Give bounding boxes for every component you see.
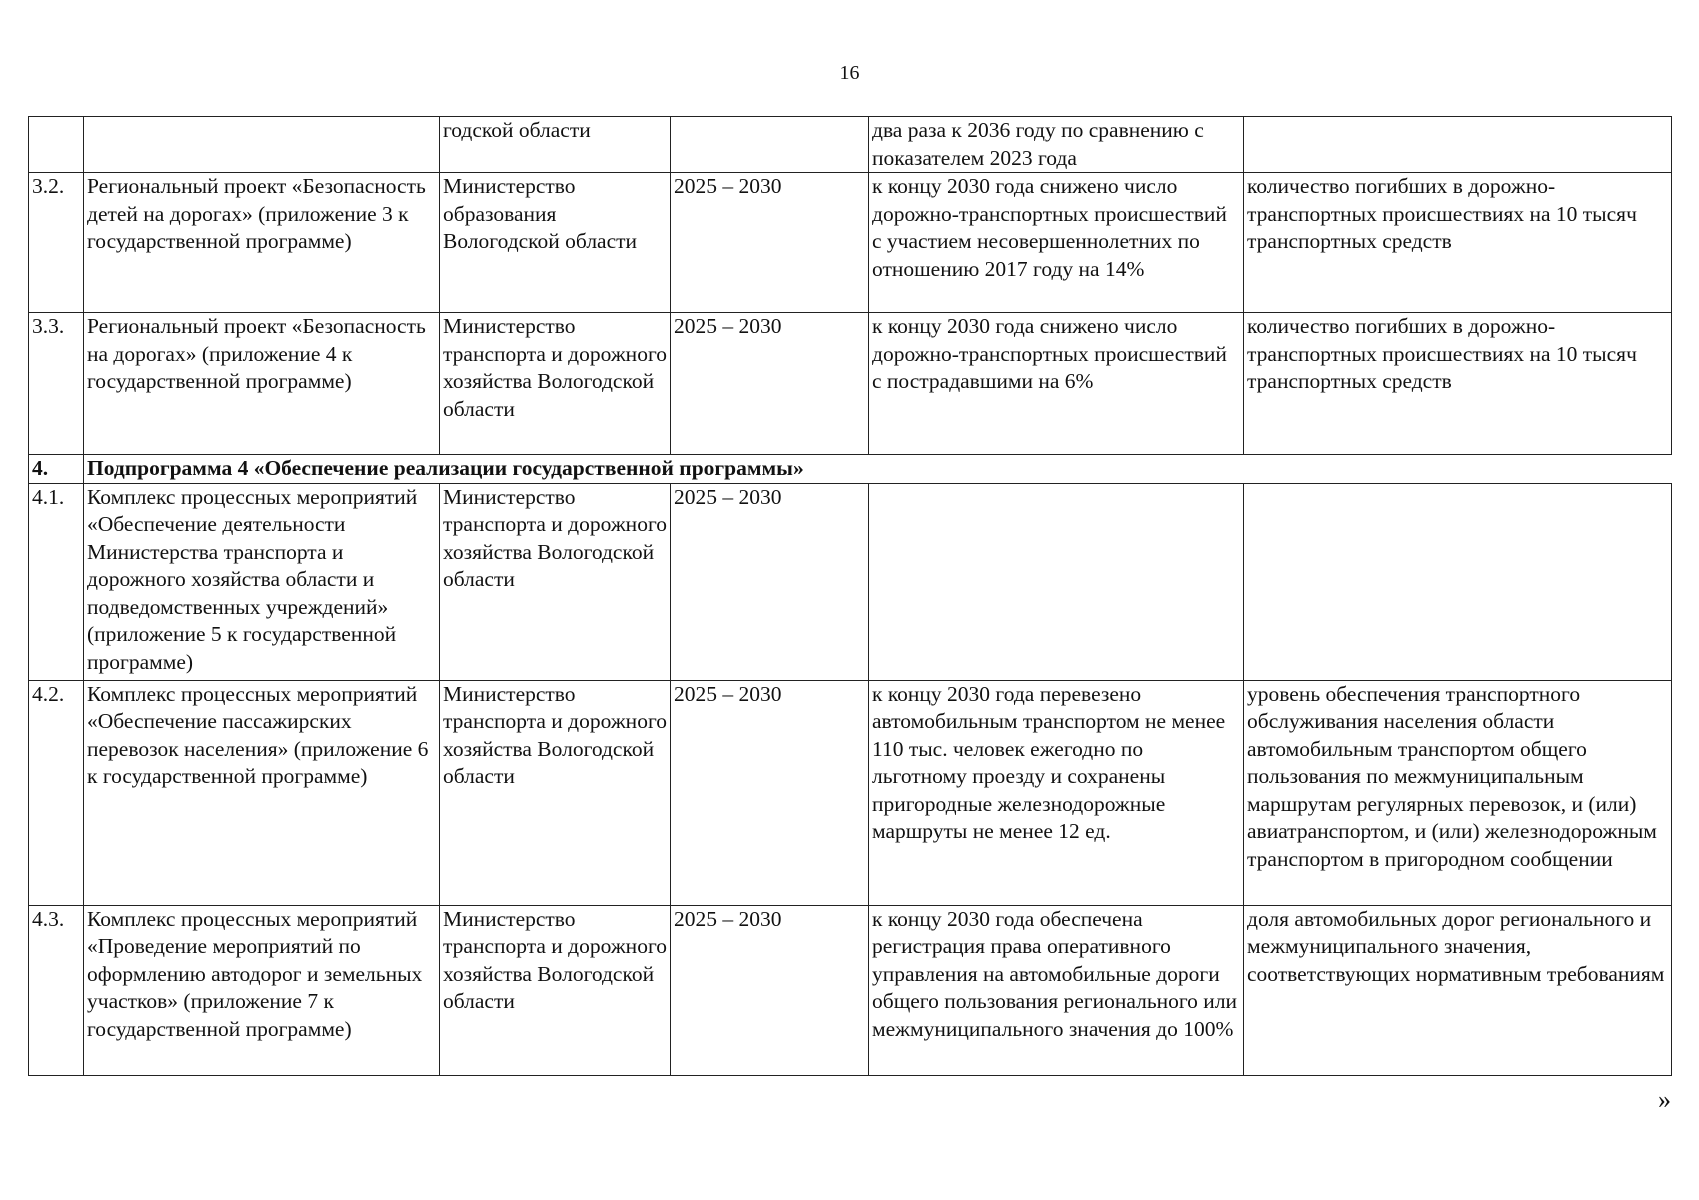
- subprogram-title: Подпрограмма 4 «Обеспечение реализации государственной программы»: [84, 455, 1672, 484]
- program-structure-table: [28, 116, 1672, 1076]
- row-period: 2025 – 2030: [671, 483, 869, 680]
- subprogram-row: [29, 455, 1672, 484]
- row-indicator: количество погибших в дорожно-транспортных происшествиях на 10 тысяч транспортных средств: [1244, 173, 1672, 313]
- row-name: [84, 117, 440, 173]
- row-responsible: годской области: [440, 117, 671, 173]
- row-result: два раза к 2036 году по сравнению с показателем 2023 года: [869, 117, 1244, 173]
- table-row: [29, 680, 1672, 905]
- row-result: к концу 2030 года перевезено автомобильным транспортом не менее 110 тыс. человек ежегодно по льготному проезду и сохранены пригородные железнодорожные маршруты не менее 12 ед.: [869, 680, 1244, 905]
- row-number: [29, 117, 84, 173]
- row-result: к концу 2030 года обеспечена регистрация права оперативного управления на автомобильные дороги общего пользования регионального или межмуниципального значения до 100%: [869, 905, 1244, 1075]
- row-responsible: Министерство образования Вологодской области: [440, 173, 671, 313]
- row-number: 4.1.: [29, 483, 84, 680]
- row-name: Комплекс процессных мероприятий «Проведение мероприятий по оформлению автодорог и земельных участков» (приложение 7 к государственной программе): [84, 905, 440, 1075]
- row-name: Комплекс процессных мероприятий «Обеспечение пассажирских перевозок населения» (приложение 6 к государственной программе): [84, 680, 440, 905]
- row-indicator: [1244, 483, 1672, 680]
- row-number: 3.3.: [29, 313, 84, 455]
- table-row: [29, 313, 1672, 455]
- row-indicator: количество погибших в дорожно-транспортных происшествиях на 10 тысяч транспортных средств: [1244, 313, 1672, 455]
- table-row: [29, 173, 1672, 313]
- closing-quote-mark: »: [1658, 1085, 1671, 1114]
- row-indicator: уровень обеспечения транспортного обслуживания населения области автомобильным транспортом общего пользования по межмуниципальным маршрутам регулярных перевозок, и (или) авиатранспортом, и (или) железнодорожным транспортом в пригородном сообщении: [1244, 680, 1672, 905]
- row-responsible: Министерство транспорта и дорожного хозяйства Вологодской области: [440, 905, 671, 1075]
- row-indicator: доля автомобильных дорог регионального и межмуниципального значения, соответствующих нормативным требованиям: [1244, 905, 1672, 1075]
- row-period: [671, 117, 869, 173]
- row-result: [869, 483, 1244, 680]
- row-number: 3.2.: [29, 173, 84, 313]
- table-row: [29, 905, 1672, 1075]
- row-result: к концу 2030 года снижено число дорожно-транспортных происшествий с пострадавшими на 6%: [869, 313, 1244, 455]
- row-name: Региональный проект «Безопасность детей на дорогах» (приложение 3 к государственной программе): [84, 173, 440, 313]
- row-name: Региональный проект «Безопасность на дорогах» (приложение 4 к государственной программе): [84, 313, 440, 455]
- subprogram-number: 4.: [29, 455, 84, 484]
- row-responsible: Министерство транспорта и дорожного хозяйства Вологодской области: [440, 483, 671, 680]
- row-responsible: Министерство транспорта и дорожного хозяйства Вологодской области: [440, 313, 671, 455]
- row-responsible: Министерство транспорта и дорожного хозяйства Вологодской области: [440, 680, 671, 905]
- row-indicator: [1244, 117, 1672, 173]
- row-period: 2025 – 2030: [671, 905, 869, 1075]
- row-name: Комплекс процессных мероприятий «Обеспечение деятельности Министерства транспорта и дорожного хозяйства области и подведомственных учреждений» (приложение 5 к государственной программе): [84, 483, 440, 680]
- row-period: 2025 – 2030: [671, 173, 869, 313]
- row-result: к концу 2030 года снижено число дорожно-транспортных происшествий с участием несовершеннолетних по отношению 2017 году на 14%: [869, 173, 1244, 313]
- table-row: [29, 117, 1672, 173]
- row-period: 2025 – 2030: [671, 313, 869, 455]
- row-number: 4.3.: [29, 905, 84, 1075]
- row-number: 4.2.: [29, 680, 84, 905]
- page-number: 16: [839, 62, 860, 84]
- row-period: 2025 – 2030: [671, 680, 869, 905]
- table-row: [29, 483, 1672, 680]
